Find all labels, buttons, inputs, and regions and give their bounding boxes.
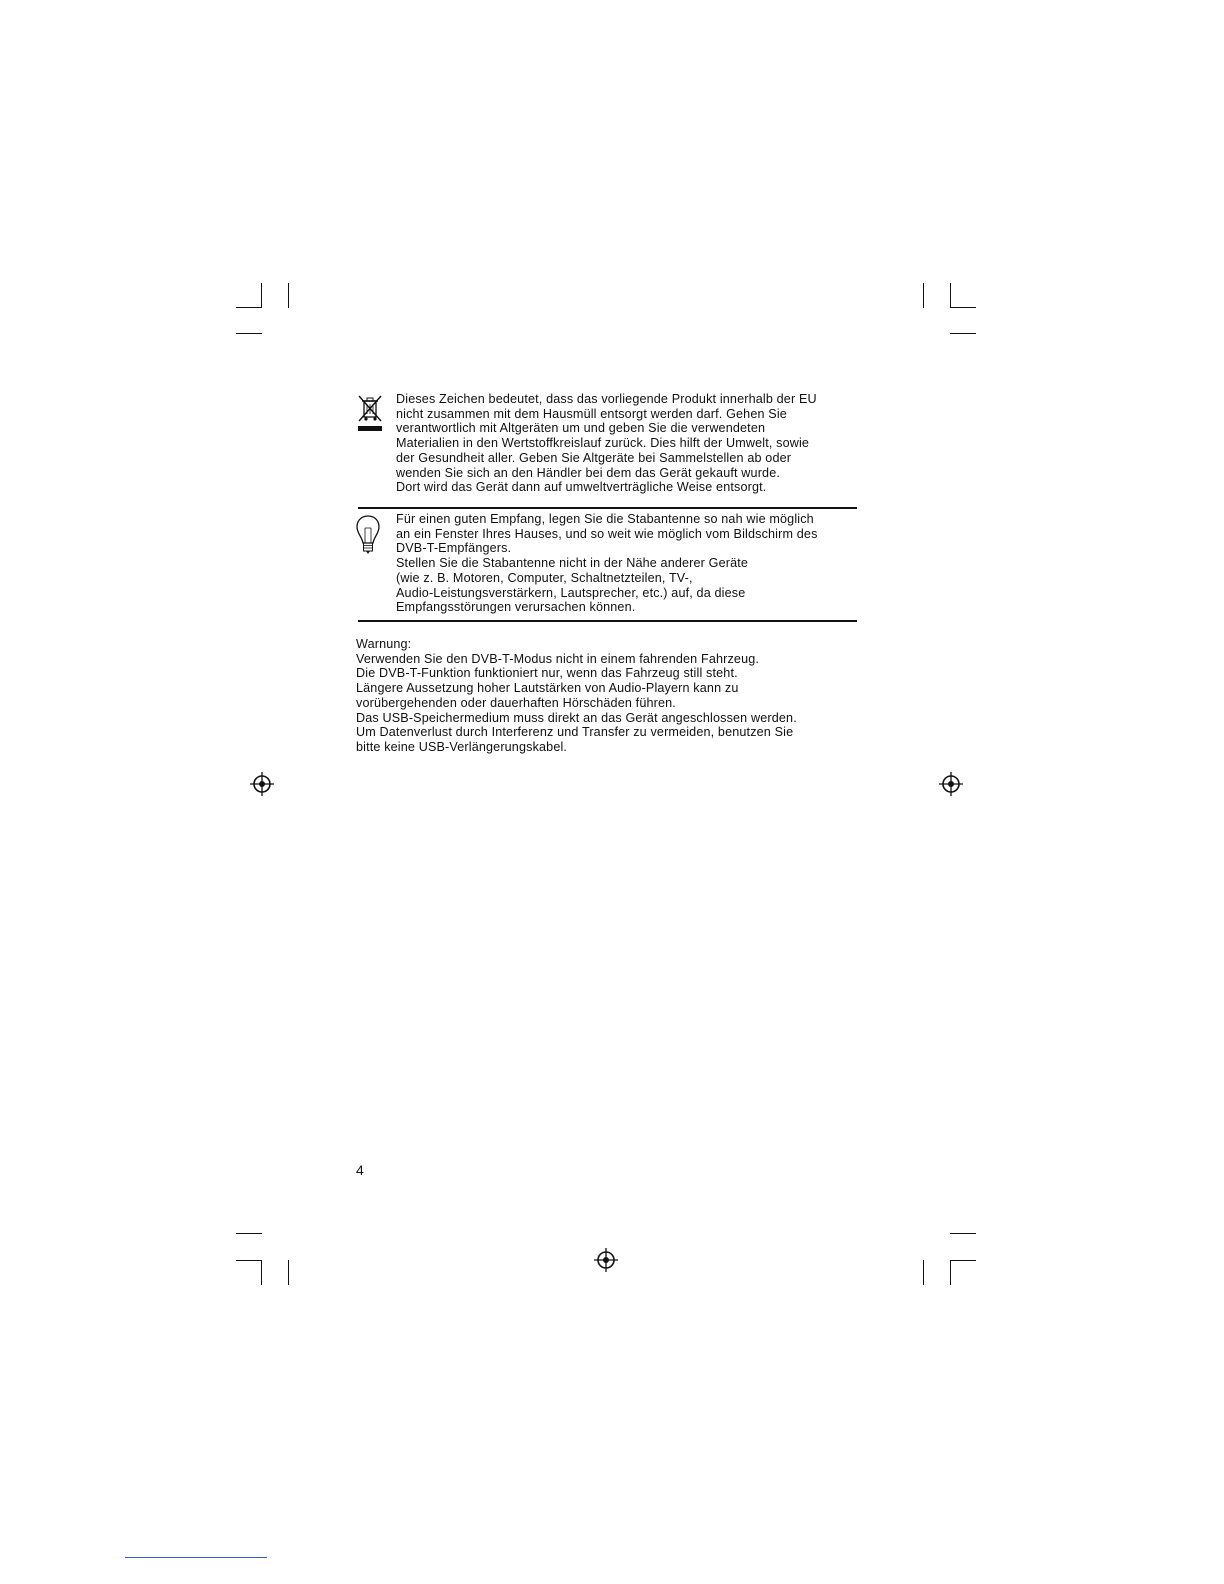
section-divider (358, 620, 857, 622)
page-number: 4 (356, 1162, 364, 1178)
text-line: Dieses Zeichen bedeutet, dass das vorliegende Produkt innerhalb der EU (396, 392, 817, 406)
warning-text (356, 637, 797, 755)
text-line: Stellen Sie die Stabantenne nicht in der Nähe anderer Geräte (396, 556, 749, 571)
crop-mark (950, 307, 976, 308)
text-line: Audio-Leistungsverstärkern, Lautsprecher, etc.) auf, da diese (396, 585, 746, 600)
text-line: Um Datenverlust durch Interferenz und Transfer zu vermeiden, benutzen Sie (356, 725, 794, 740)
tip-text (396, 512, 818, 615)
footnote-rule (125, 1557, 267, 1558)
crossed-out-wheelie-bin-icon (356, 393, 384, 433)
warning-heading: Warnung: (356, 637, 412, 651)
crop-mark (288, 283, 289, 308)
registration-mark-icon (250, 772, 274, 796)
weee-notice-text (396, 392, 817, 495)
crop-mark (923, 283, 924, 308)
crop-mark (236, 1260, 262, 1261)
text-line: Die DVB-T-Funktion funktioniert nur, wenn das Fahrzeug still steht. (356, 666, 738, 681)
text-line: Das USB-Speichermedium muss direkt an das Gerät angeschlossen werden. (356, 710, 797, 725)
text-line: bitte keine USB-Verlängerungskabel. (356, 739, 568, 754)
text-line: Materialien in den Wertstoffkreislauf zurück. Dies hilft der Umwelt, sowie (396, 436, 810, 451)
text-line: Verwenden Sie den DVB-T-Modus nicht in einem fahrenden Fahrzeug. (356, 651, 760, 666)
crop-mark (950, 333, 976, 334)
crop-mark (288, 1260, 289, 1285)
text-line: Dort wird das Gerät dann auf umweltverträgliche Weise entsorgt. (396, 480, 767, 495)
crop-mark (261, 283, 262, 308)
crop-mark (236, 307, 262, 308)
text-line: Empfangsstörungen verursachen können. (396, 600, 636, 615)
text-line: wenden Sie sich an den Händler bei dem das Gerät gekauft wurde. (396, 465, 780, 480)
registration-mark-icon (594, 1248, 618, 1272)
text-line: (wie z. B. Motoren, Computer, Schaltnetzteilen, TV-, (396, 570, 693, 585)
text-line: verantwortlich mit Altgeräten um und geben Sie die verwendeten (396, 421, 766, 436)
text-line: Längere Aussetzung hoher Lautstärken von Audio-Playern kann zu (356, 681, 739, 696)
crop-mark (261, 1260, 262, 1285)
light-bulb-icon (355, 514, 381, 556)
crop-mark (950, 1233, 976, 1234)
crop-mark (236, 1233, 262, 1234)
registration-mark-icon (939, 772, 963, 796)
crop-mark (950, 1260, 976, 1261)
text-line: nicht zusammen mit dem Hausmüll entsorgt werden darf. Gehen Sie (396, 406, 787, 421)
text-line: DVB-T-Empfängers. (396, 541, 512, 556)
section-divider (358, 507, 857, 509)
text-line: an ein Fenster Ihres Hauses, und so weit wie möglich vom Bildschirm des (396, 526, 818, 541)
text-line: der Gesundheit aller. Geben Sie Altgeräte bei Sammelstellen ab oder (396, 450, 792, 465)
crop-mark (236, 333, 262, 334)
text-line: vorübergehenden oder dauerhaften Hörschäden führen. (356, 695, 676, 710)
crop-mark (950, 1260, 951, 1285)
text-line: Für einen guten Empfang, legen Sie die Stabantenne so nah wie möglich (396, 512, 814, 526)
crop-mark (950, 283, 951, 308)
crop-mark (923, 1260, 924, 1285)
